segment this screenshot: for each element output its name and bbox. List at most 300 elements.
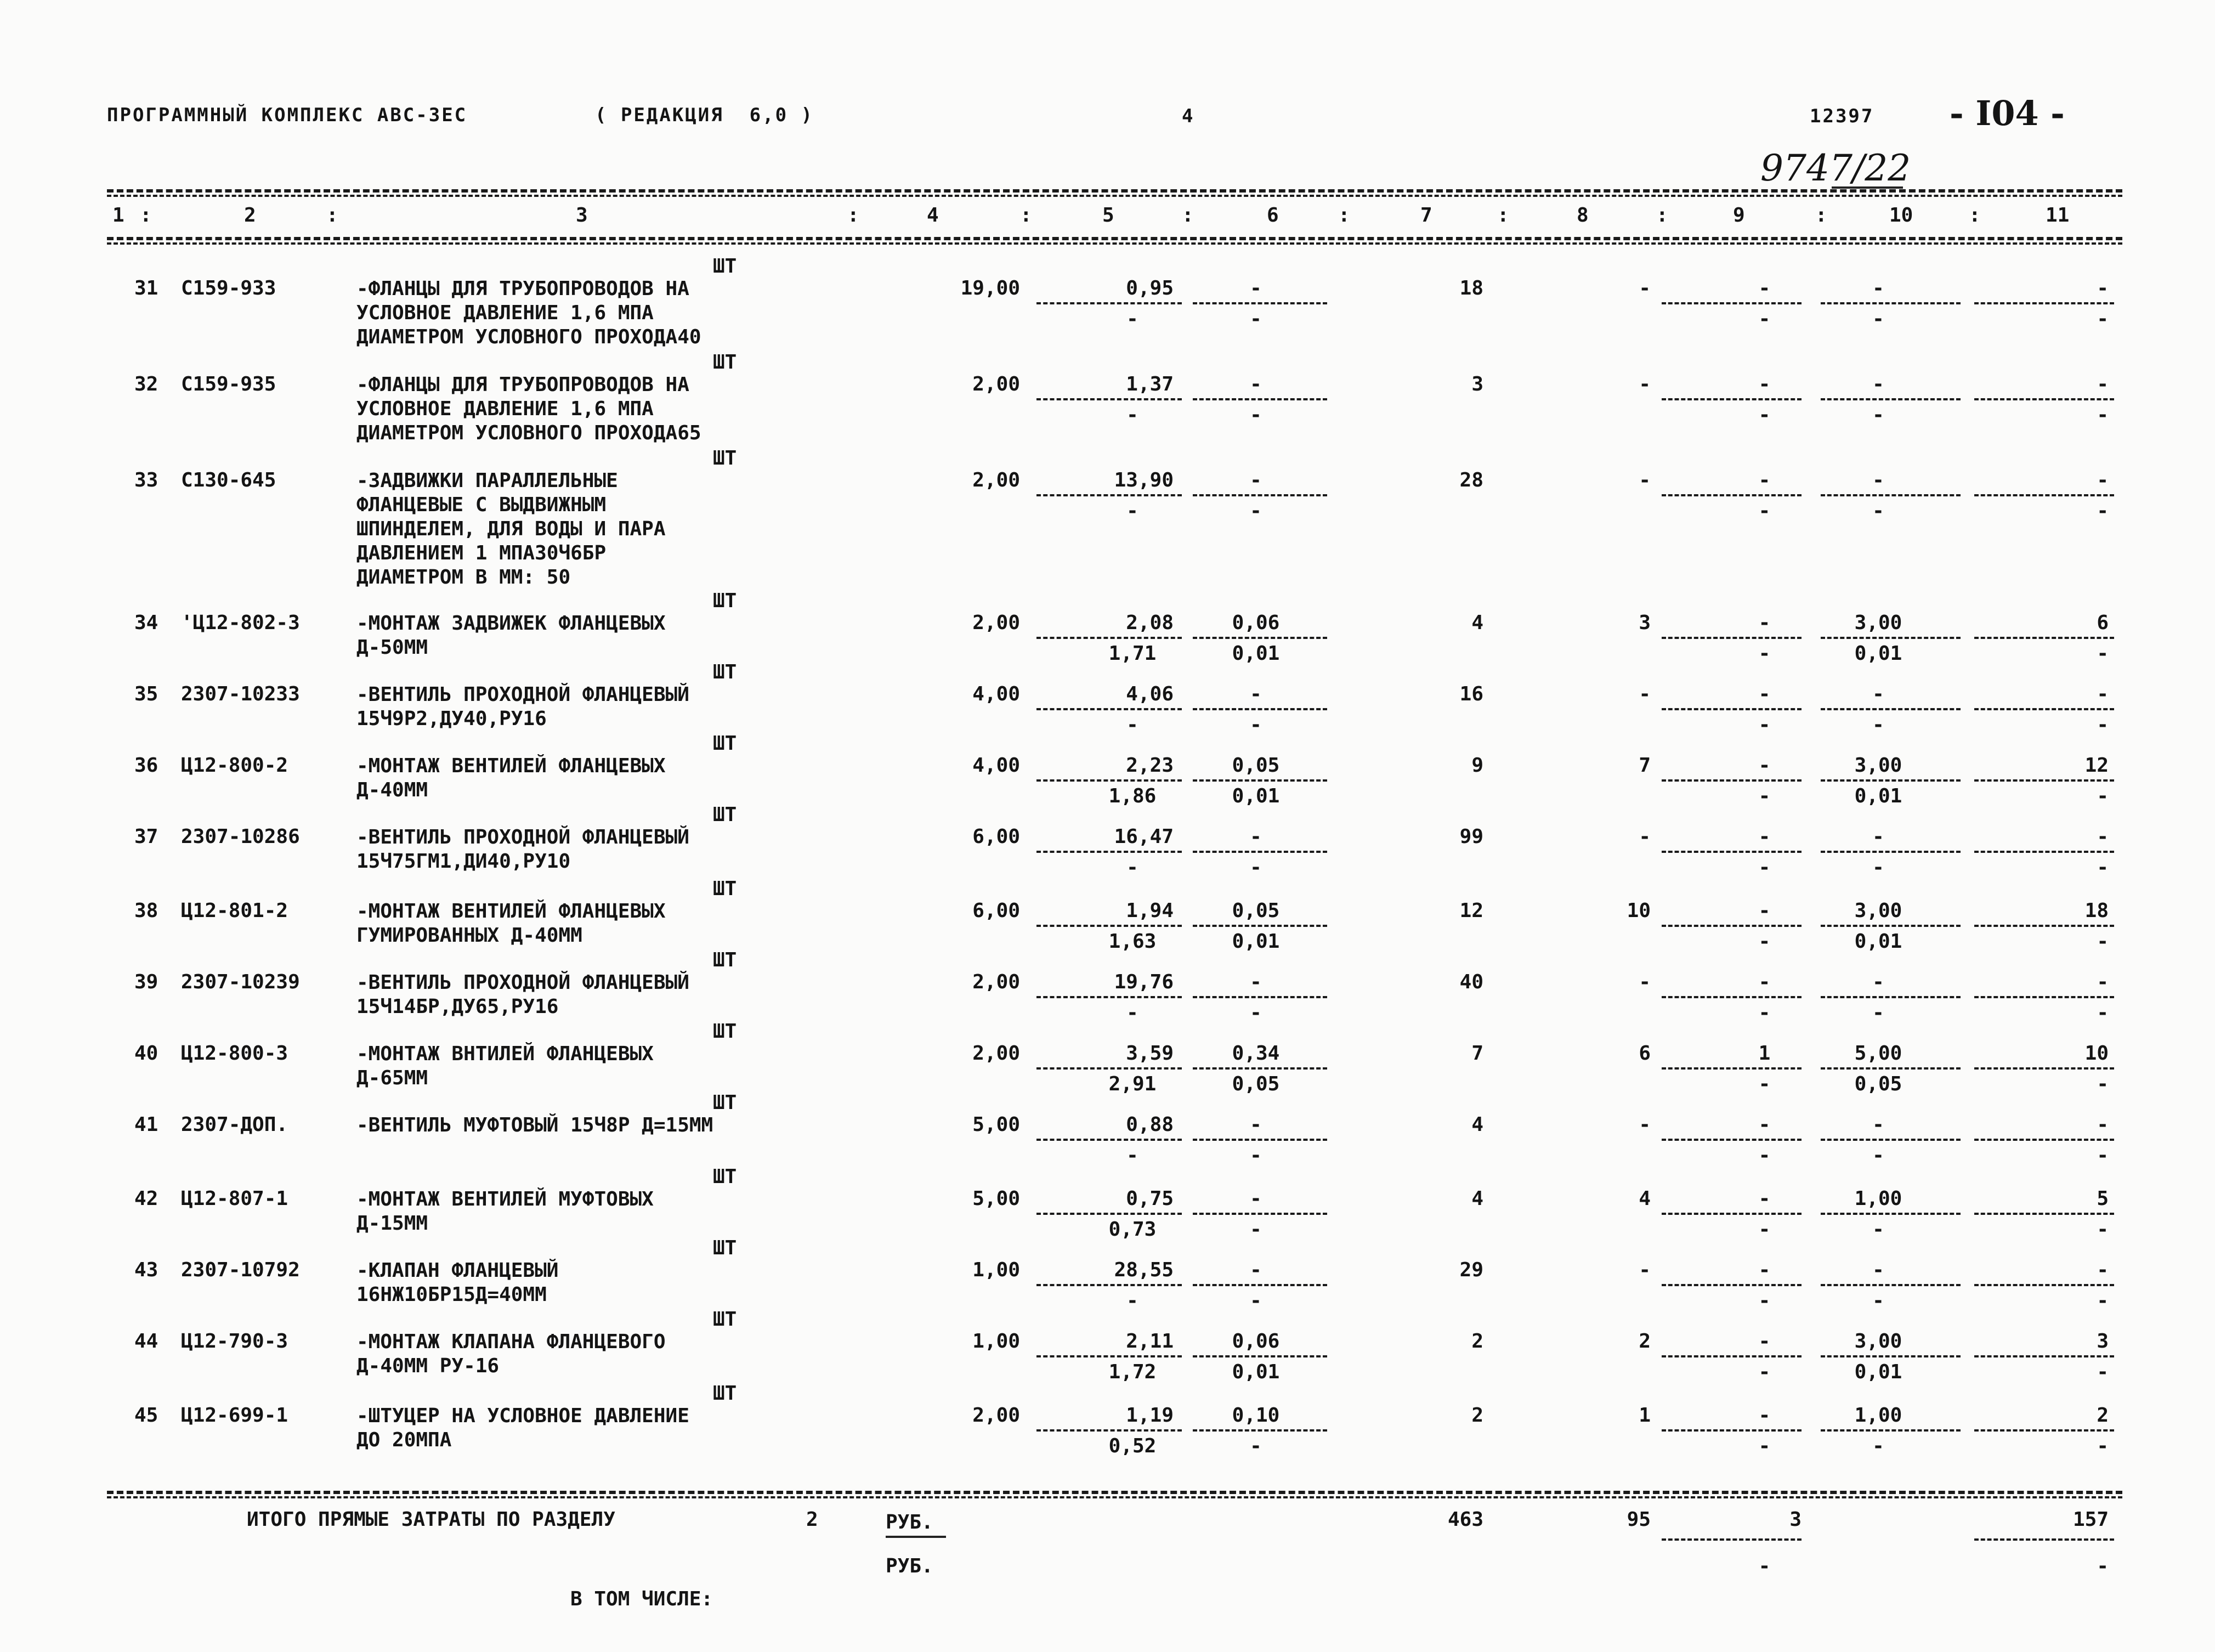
col-11-value: 6 bbox=[2097, 612, 2109, 634]
col-9-rule bbox=[1662, 1284, 1802, 1286]
col-6-rule bbox=[1193, 708, 1327, 710]
col-5-value: 28,55 bbox=[1114, 1259, 1174, 1281]
item-description-line: ДИАМЕТРОМ УСЛОВНОГО ПРОХОДА40 bbox=[356, 326, 701, 348]
col-6-rule bbox=[1193, 925, 1327, 927]
col-4-quantity: 6,00 bbox=[972, 825, 1020, 848]
col-11-value: - bbox=[2097, 373, 2109, 395]
col-11-value: - bbox=[2097, 1113, 2109, 1136]
col-9-rule bbox=[1662, 779, 1802, 782]
col-10-sub: 0,01 bbox=[1854, 1361, 1902, 1383]
col-5-rule bbox=[1036, 1355, 1182, 1357]
column-separator: : bbox=[1338, 204, 1350, 227]
unit-label: ШТ bbox=[713, 1020, 737, 1043]
column-separator: : bbox=[140, 204, 152, 227]
col-5-value: 2,08 bbox=[1126, 612, 1174, 634]
column-separator: : bbox=[1969, 204, 1981, 227]
col-9-sub: - bbox=[1758, 1289, 1771, 1312]
col-6-value: - bbox=[1250, 373, 1262, 395]
col-9-sub: - bbox=[1758, 642, 1771, 665]
col-9-value: - bbox=[1758, 825, 1771, 848]
col-6-value: 0,06 bbox=[1232, 1330, 1280, 1353]
item-description-line: -ЗАДВИЖКИ ПАРАЛЛЕЛЬНЫЕ bbox=[356, 469, 618, 492]
page-number: - I04 - bbox=[1950, 93, 2065, 133]
col-9-sub: - bbox=[1758, 714, 1771, 736]
col-10-rule bbox=[1821, 1139, 1961, 1141]
column-separator: : bbox=[326, 204, 338, 227]
col-11-value: - bbox=[2097, 825, 2109, 848]
col-11-sub: - bbox=[2097, 785, 2109, 807]
unit-label: ШТ bbox=[713, 1166, 737, 1188]
header-rule-top-2 bbox=[107, 195, 2122, 197]
item-code: Ц12-801-2 bbox=[181, 899, 288, 922]
col-11-value: 2 bbox=[2097, 1404, 2109, 1427]
col-7-value: 29 bbox=[1459, 1259, 1483, 1281]
column-header-2: 2 bbox=[244, 204, 256, 227]
col-9-sub: - bbox=[1758, 1002, 1771, 1024]
col-8-value: 3 bbox=[1639, 612, 1651, 634]
col-6-sub: 0,01 bbox=[1232, 930, 1280, 953]
item-code: Ц12-699-1 bbox=[181, 1404, 288, 1427]
col-11-rule bbox=[1974, 1355, 2114, 1357]
total-label: ИТОГО ПРЯМЫЕ ЗАТРАТЫ ПО РАЗДЕЛУ bbox=[247, 1508, 615, 1531]
col-6-value: - bbox=[1250, 1259, 1262, 1281]
header-rule-bottom bbox=[107, 237, 2122, 240]
col-9-value: - bbox=[1758, 1113, 1771, 1136]
col-5-value: 13,90 bbox=[1114, 469, 1174, 491]
col-9-sub: - bbox=[1758, 1073, 1771, 1095]
item-description-line: Д-15ММ bbox=[356, 1212, 428, 1235]
col-8-value: - bbox=[1639, 825, 1651, 848]
column-separator: : bbox=[1815, 204, 1827, 227]
col-5-value: 2,23 bbox=[1126, 754, 1174, 777]
column-header-8: 8 bbox=[1577, 204, 1589, 227]
col-9-rule bbox=[1662, 708, 1802, 710]
row-number: 32 bbox=[134, 373, 158, 395]
col-7-value: 18 bbox=[1459, 277, 1483, 299]
col-11-value: - bbox=[2097, 971, 2109, 993]
col-10-rule bbox=[1821, 398, 1961, 400]
col-10-sub: - bbox=[1872, 856, 1884, 879]
col-9-value: - bbox=[1758, 1259, 1771, 1281]
col-11-value: 12 bbox=[2084, 754, 2109, 777]
total-col-9: 3 bbox=[1789, 1508, 1802, 1531]
row-number: 34 bbox=[134, 612, 158, 634]
col-9-sub: - bbox=[1758, 856, 1771, 879]
item-code: Ц12-800-2 bbox=[181, 754, 288, 777]
col-5-sub: - bbox=[1126, 714, 1138, 736]
item-description-line: -МОНТАЖ ВЕНТИЛЕЙ ФЛАНЦЕВЫХ bbox=[356, 900, 666, 923]
col-6-value: 0,34 bbox=[1232, 1042, 1280, 1065]
item-description-line: ДИАМЕТРОМ УСЛОВНОГО ПРОХОДА65 bbox=[356, 422, 701, 444]
col-11-rule bbox=[1974, 1139, 2114, 1141]
col-5-sub: - bbox=[1126, 1144, 1138, 1167]
col-9-rule bbox=[1662, 1429, 1802, 1432]
item-description-line: -ШТУЦЕР НА УСЛОВНОЕ ДАВЛЕНИЕ bbox=[356, 1405, 689, 1427]
col-10-sub: - bbox=[1872, 404, 1884, 426]
column-header-4: 4 bbox=[927, 204, 939, 227]
item-description-line: Д-40ММ РУ-16 bbox=[356, 1355, 500, 1377]
col-10-rule bbox=[1821, 1429, 1961, 1432]
col-11-sub: - bbox=[2097, 1218, 2109, 1241]
col-11-rule bbox=[1974, 1067, 2114, 1070]
unit-label: ШТ bbox=[713, 949, 737, 971]
row-number: 45 bbox=[134, 1404, 158, 1427]
col-8-value: 1 bbox=[1639, 1404, 1651, 1427]
col-6-sub: - bbox=[1250, 1144, 1262, 1167]
col-5-value: 0,75 bbox=[1126, 1187, 1174, 1210]
col-10-value: 1,00 bbox=[1854, 1187, 1902, 1210]
column-header-9: 9 bbox=[1733, 204, 1745, 227]
column-separator: : bbox=[1497, 204, 1509, 227]
unit-label: ШТ bbox=[713, 255, 737, 278]
item-description-line: -ВЕНТИЛЬ ПРОХОДНОЙ ФЛАНЦЕВЫЙ bbox=[356, 971, 689, 994]
total-col-8: 95 bbox=[1627, 1508, 1651, 1531]
item-description-line: -ФЛАНЦЫ ДЛЯ ТРУБОПРОВОДОВ НА bbox=[356, 278, 689, 300]
col-5-sub: - bbox=[1126, 500, 1138, 522]
col-4-quantity: 5,00 bbox=[972, 1187, 1020, 1210]
handwritten-annotation: 9747/22 bbox=[1760, 147, 1911, 189]
total-unit-1: РУБ. bbox=[886, 1511, 933, 1534]
col-9-value: - bbox=[1758, 277, 1771, 299]
col-9-sub: - bbox=[1758, 308, 1771, 330]
col-6-rule bbox=[1193, 1355, 1327, 1357]
col-5-value: 16,47 bbox=[1114, 825, 1174, 848]
total-rule-top bbox=[107, 1491, 2122, 1494]
col-5-rule bbox=[1036, 1067, 1182, 1070]
col-10-rule bbox=[1821, 1213, 1961, 1215]
col-10-value: - bbox=[1872, 373, 1884, 395]
item-description-line: ШПИНДЕЛЕМ, ДЛЯ ВОДЫ И ПАРА bbox=[356, 518, 666, 540]
col-6-value: - bbox=[1250, 825, 1262, 848]
total-col-7: 463 bbox=[1447, 1508, 1483, 1531]
col-7-value: 9 bbox=[1471, 754, 1483, 777]
col-9-value: - bbox=[1758, 612, 1771, 634]
col-10-rule bbox=[1821, 637, 1961, 639]
col-7-value: 7 bbox=[1471, 1042, 1483, 1065]
col-10-sub: 0,01 bbox=[1854, 785, 1902, 807]
col-8-value: - bbox=[1639, 373, 1651, 395]
unit-label: ШТ bbox=[713, 447, 737, 469]
col-8-value: 2 bbox=[1639, 1330, 1651, 1353]
item-code: С130-645 bbox=[181, 469, 276, 491]
col-11-sub: - bbox=[2097, 856, 2109, 879]
col-11-sub: - bbox=[2097, 500, 2109, 522]
item-code: С159-933 bbox=[181, 277, 276, 299]
total-section: 2 bbox=[806, 1508, 818, 1531]
col-5-value: 0,88 bbox=[1126, 1113, 1174, 1136]
item-code: 2307-10792 bbox=[181, 1259, 300, 1281]
unit-label: ШТ bbox=[713, 661, 737, 683]
col-6-sub: - bbox=[1250, 1289, 1262, 1312]
col-6-rule bbox=[1193, 302, 1327, 304]
col-6-sub: - bbox=[1250, 308, 1262, 330]
item-description-line: -МОНТАЖ ВЕНТИЛЕЙ МУФТОВЫХ bbox=[356, 1188, 654, 1210]
col-4-quantity: 6,00 bbox=[972, 899, 1020, 922]
col-5-value: 1,94 bbox=[1126, 899, 1174, 922]
col-5-sub: 1,63 bbox=[1108, 930, 1157, 953]
col-10-rule bbox=[1821, 851, 1961, 853]
col-5-sub: 1,71 bbox=[1108, 642, 1157, 665]
col-6-rule bbox=[1193, 1067, 1327, 1070]
item-description-line: 15Ч9Р2,ДУ40,РУ16 bbox=[356, 708, 547, 730]
col-10-sub: - bbox=[1872, 308, 1884, 330]
unit-label: ШТ bbox=[713, 590, 737, 612]
col-9-rule bbox=[1662, 925, 1802, 927]
col-9-rule bbox=[1662, 1139, 1802, 1141]
col-10-sub: - bbox=[1872, 1002, 1884, 1024]
row-number: 33 bbox=[134, 469, 158, 491]
item-code: Ц12-800-3 bbox=[181, 1042, 288, 1065]
unit-label: ШТ bbox=[713, 1308, 737, 1331]
col-11-sub: - bbox=[2097, 1002, 2109, 1024]
col-11-rule bbox=[1974, 1429, 2114, 1432]
col-6-sub: - bbox=[1250, 404, 1262, 426]
total-col-11: 157 bbox=[2072, 1508, 2109, 1531]
item-code: 2307-ДОП. bbox=[181, 1113, 288, 1136]
col-8-value: 4 bbox=[1639, 1187, 1651, 1210]
col-10-rule bbox=[1821, 779, 1961, 782]
item-description-line: 15Ч75ГМ1,ДИ40,РУ10 bbox=[356, 850, 571, 873]
col-10-rule bbox=[1821, 925, 1961, 927]
col-11-value: 3 bbox=[2097, 1330, 2109, 1353]
col-6-value: - bbox=[1250, 1113, 1262, 1136]
item-description-line: -ВЕНТИЛЬ ПРОХОДНОЙ ФЛАНЦЕВЫЙ bbox=[356, 826, 689, 848]
item-description-line: -ВЕНТИЛЬ ПРОХОДНОЙ ФЛАНЦЕВЫЙ bbox=[356, 683, 689, 706]
column-header-7: 7 bbox=[1420, 204, 1432, 227]
col-10-value: 3,00 bbox=[1854, 899, 1902, 922]
column-separator: : bbox=[1656, 204, 1668, 227]
item-description-line: УСЛОВНОЕ ДАВЛЕНИЕ 1,6 МПА bbox=[356, 302, 654, 324]
column-header-5: 5 bbox=[1102, 204, 1114, 227]
item-code: Ц12-790-3 bbox=[181, 1330, 288, 1353]
unit-label: ШТ bbox=[713, 1237, 737, 1259]
col-11-value: 10 bbox=[2084, 1042, 2109, 1065]
row-number: 31 bbox=[134, 277, 158, 299]
col-5-rule bbox=[1036, 708, 1182, 710]
row-number: 37 bbox=[134, 825, 158, 848]
including-label: В ТОМ ЧИСЛЕ: bbox=[570, 1588, 713, 1610]
col-10-sub: 0,01 bbox=[1854, 642, 1902, 665]
item-code: 2307-10233 bbox=[181, 683, 300, 705]
col-4-quantity: 4,00 bbox=[972, 683, 1020, 705]
total-unit-1-underline bbox=[886, 1536, 946, 1538]
item-description-line: ДО 20МПА bbox=[356, 1429, 452, 1451]
col-6-sub: - bbox=[1250, 1002, 1262, 1024]
col-10-rule bbox=[1821, 1067, 1961, 1070]
col-9-sub: - bbox=[1758, 785, 1771, 807]
col-11-rule bbox=[1974, 1213, 2114, 1215]
col-6-rule bbox=[1193, 1213, 1327, 1215]
document-code: 12397 bbox=[1810, 105, 1874, 127]
col-6-sub: - bbox=[1250, 500, 1262, 522]
col-5-rule bbox=[1036, 851, 1182, 853]
handwritten-underline bbox=[1832, 186, 1903, 189]
col-10-sub: - bbox=[1872, 1435, 1884, 1457]
col-10-value: 1,00 bbox=[1854, 1404, 1902, 1427]
row-number: 39 bbox=[134, 971, 158, 993]
item-description-line: 16НЖ10БР15Д=40ММ bbox=[356, 1283, 547, 1306]
col-10-rule bbox=[1821, 494, 1961, 496]
col-11-rule bbox=[1974, 925, 2114, 927]
col-10-value: 3,00 bbox=[1854, 1330, 1902, 1353]
col-6-rule bbox=[1193, 637, 1327, 639]
col-4-quantity: 2,00 bbox=[972, 469, 1020, 491]
edition-label: ( РЕДАКЦИЯ 6,0 ) bbox=[595, 104, 814, 126]
col-5-sub: 0,73 bbox=[1108, 1218, 1157, 1241]
col-10-rule bbox=[1821, 302, 1961, 304]
col-5-value: 1,19 bbox=[1126, 1404, 1174, 1427]
col-9-sub: - bbox=[1758, 1435, 1771, 1457]
col-6-value: 0,05 bbox=[1232, 899, 1280, 922]
column-header-10: 10 bbox=[1889, 204, 1913, 227]
total-col-11-sub: - bbox=[2097, 1555, 2109, 1577]
col-11-sub: - bbox=[2097, 404, 2109, 426]
col-5-value: 2,11 bbox=[1126, 1330, 1174, 1353]
col-5-sub: 0,52 bbox=[1108, 1435, 1157, 1457]
column-header-6: 6 bbox=[1267, 204, 1279, 227]
col-6-rule bbox=[1193, 1139, 1327, 1141]
col-11-value: - bbox=[2097, 1259, 2109, 1281]
col-9-value: - bbox=[1758, 1187, 1771, 1210]
col-6-rule bbox=[1193, 494, 1327, 496]
col-11-rule bbox=[1974, 302, 2114, 304]
col-11-rule bbox=[1974, 637, 2114, 639]
col-5-rule bbox=[1036, 1429, 1182, 1432]
col-9-value: - bbox=[1758, 469, 1771, 491]
col-9-rule bbox=[1662, 494, 1802, 496]
col-10-rule bbox=[1821, 1355, 1961, 1357]
header-rule-top bbox=[107, 189, 2122, 193]
unit-label: ШТ bbox=[713, 351, 737, 374]
col-9-value: - bbox=[1758, 373, 1771, 395]
col-4-quantity: 19,00 bbox=[960, 277, 1020, 299]
col-6-sub: - bbox=[1250, 714, 1262, 736]
col-4-quantity: 5,00 bbox=[972, 1113, 1020, 1136]
col-11-rule bbox=[1974, 708, 2114, 710]
col-9-value: - bbox=[1758, 1330, 1771, 1353]
col-9-rule bbox=[1662, 1355, 1802, 1357]
item-code: Ц12-807-1 bbox=[181, 1187, 288, 1210]
col-10-value: - bbox=[1872, 1113, 1884, 1136]
col-8-value: - bbox=[1639, 277, 1651, 299]
col-11-sub: - bbox=[2097, 1361, 2109, 1383]
col-5-rule bbox=[1036, 1284, 1182, 1286]
total-unit-2: РУБ. bbox=[886, 1555, 933, 1577]
col-10-sub: - bbox=[1872, 714, 1884, 736]
col-11-sub: - bbox=[2097, 714, 2109, 736]
col-10-value: 5,00 bbox=[1854, 1042, 1902, 1065]
col-10-value: 3,00 bbox=[1854, 754, 1902, 777]
col-9-rule bbox=[1662, 1067, 1802, 1070]
col-5-sub: 1,72 bbox=[1108, 1361, 1157, 1383]
item-description-line: -МОНТАЖ КЛАПАНА ФЛАНЦЕВОГО bbox=[356, 1331, 666, 1353]
col-11-value: 18 bbox=[2084, 899, 2109, 922]
col-9-rule bbox=[1662, 302, 1802, 304]
item-code: 2307-10286 bbox=[181, 825, 300, 848]
item-description-line: Д-50ММ bbox=[356, 636, 428, 659]
total-col-11-rule bbox=[1974, 1538, 2114, 1541]
row-number: 36 bbox=[134, 754, 158, 777]
col-6-value: 0,10 bbox=[1232, 1404, 1280, 1427]
col-6-sub: 0,01 bbox=[1232, 1361, 1280, 1383]
column-header-11: 11 bbox=[2046, 204, 2070, 227]
item-description-line: УСЛОВНОЕ ДАВЛЕНИЕ 1,6 МПА bbox=[356, 398, 654, 420]
column-separator: : bbox=[847, 204, 859, 227]
col-8-value: - bbox=[1639, 1259, 1651, 1281]
col-7-value: 16 bbox=[1459, 683, 1483, 705]
col-9-rule bbox=[1662, 398, 1802, 400]
col-6-value: 0,05 bbox=[1232, 754, 1280, 777]
col-9-value: - bbox=[1758, 1404, 1771, 1427]
col-9-sub: - bbox=[1758, 1361, 1771, 1383]
col-9-value: - bbox=[1758, 683, 1771, 705]
unit-label: ШТ bbox=[713, 1091, 737, 1114]
col-10-value: - bbox=[1872, 683, 1884, 705]
col-9-value: - bbox=[1758, 899, 1771, 922]
col-5-sub: - bbox=[1126, 308, 1138, 330]
col-10-sub: - bbox=[1872, 1289, 1884, 1312]
item-description-line: 15Ч14БР,ДУ65,РУ16 bbox=[356, 995, 559, 1018]
col-11-value: - bbox=[2097, 277, 2109, 299]
header-rule-bottom-2 bbox=[107, 242, 2122, 245]
col-11-sub: - bbox=[2097, 642, 2109, 665]
col-11-sub: - bbox=[2097, 1144, 2109, 1167]
col-10-sub: - bbox=[1872, 1144, 1884, 1167]
col-6-rule bbox=[1193, 1284, 1327, 1286]
col-5-value: 1,37 bbox=[1126, 373, 1174, 395]
col-7-value: 28 bbox=[1459, 469, 1483, 491]
col-11-rule bbox=[1974, 1284, 2114, 1286]
col-4-quantity: 2,00 bbox=[972, 1404, 1020, 1427]
col-6-value: - bbox=[1250, 1187, 1262, 1210]
row-number: 38 bbox=[134, 899, 158, 922]
col-6-sub: 0,01 bbox=[1232, 642, 1280, 665]
col-6-value: - bbox=[1250, 683, 1262, 705]
col-10-rule bbox=[1821, 708, 1961, 710]
sheet-number: 4 bbox=[1182, 105, 1195, 127]
item-description-line: -КЛАПАН ФЛАНЦЕВЫЙ bbox=[356, 1259, 559, 1282]
col-6-rule bbox=[1193, 996, 1327, 998]
col-10-sub: - bbox=[1872, 1218, 1884, 1241]
col-11-value: 5 bbox=[2097, 1187, 2109, 1210]
item-description-line: ФЛАНЦЕВЫЕ С ВЫДВИЖНЫМ bbox=[356, 494, 607, 516]
col-9-value: - bbox=[1758, 971, 1771, 993]
col-11-sub: - bbox=[2097, 1289, 2109, 1312]
col-8-value: 7 bbox=[1639, 754, 1651, 777]
col-9-sub: - bbox=[1758, 930, 1771, 953]
col-5-value: 4,06 bbox=[1126, 683, 1174, 705]
col-5-rule bbox=[1036, 1139, 1182, 1141]
col-4-quantity: 2,00 bbox=[972, 1042, 1020, 1065]
col-7-value: 2 bbox=[1471, 1330, 1483, 1353]
col-5-rule bbox=[1036, 398, 1182, 400]
col-6-rule bbox=[1193, 851, 1327, 853]
unit-label: ШТ bbox=[713, 878, 737, 900]
col-11-value: - bbox=[2097, 469, 2109, 491]
col-5-sub: - bbox=[1126, 1289, 1138, 1312]
col-5-rule bbox=[1036, 996, 1182, 998]
col-9-rule bbox=[1662, 996, 1802, 998]
item-description-line: -МОНТАЖ ВНТИЛЕЙ ФЛАНЦЕВЫХ bbox=[356, 1043, 654, 1065]
item-description-line: ГУМИРОВАННЫХ Д-40ММ bbox=[356, 924, 582, 947]
program-title: ПРОГРАММНЫЙ КОМПЛЕКС АВС-3ЕС bbox=[107, 104, 468, 126]
col-7-value: 4 bbox=[1471, 1113, 1483, 1136]
item-description-line: -МОНТАЖ ВЕНТИЛЕЙ ФЛАНЦЕВЫХ bbox=[356, 755, 666, 777]
col-9-rule bbox=[1662, 851, 1802, 853]
col-5-value: 3,59 bbox=[1126, 1042, 1174, 1065]
row-number: 41 bbox=[134, 1113, 158, 1136]
col-5-rule bbox=[1036, 1213, 1182, 1215]
